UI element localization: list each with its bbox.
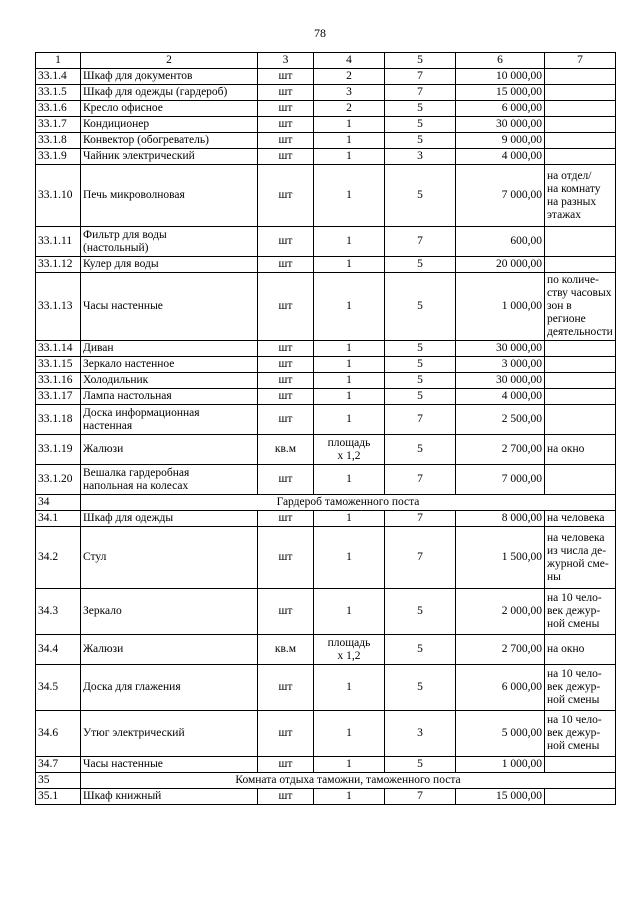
item-name: Доска информационная настенная: [81, 405, 258, 435]
item-number: 35.1: [36, 789, 81, 805]
item-note: [545, 257, 616, 273]
table-row: [36, 227, 616, 257]
item-quantity: 1: [314, 165, 385, 227]
item-unit: кв.м: [258, 435, 314, 465]
item-quantity: 2: [314, 101, 385, 117]
table-row: [36, 257, 616, 273]
item-unit: шт: [258, 101, 314, 117]
item-unit: кв.м: [258, 635, 314, 665]
item-price: 10 000,00: [456, 69, 545, 85]
item-number: 33.1.15: [36, 357, 81, 373]
item-price: 15 000,00: [456, 789, 545, 805]
column-header: 6: [456, 53, 545, 69]
item-note: на 10 чело- век дежур- ной смены: [545, 711, 616, 757]
item-name: Часы настенные: [81, 273, 258, 341]
item-quantity: 1: [314, 757, 385, 773]
table-row: [36, 589, 616, 635]
item-price: 9 000,00: [456, 133, 545, 149]
item-number: 33.1.14: [36, 341, 81, 357]
item-unit: шт: [258, 273, 314, 341]
page-number: 78: [314, 26, 326, 40]
item-quantity: 1: [314, 389, 385, 405]
item-unit: шт: [258, 227, 314, 257]
item-price: 2 000,00: [456, 589, 545, 635]
item-quantity: 1: [314, 227, 385, 257]
item-name: Фильтр для воды (настольный): [81, 227, 258, 257]
table-row: [36, 665, 616, 711]
item-quantity: 1: [314, 511, 385, 527]
item-price: 20 000,00: [456, 257, 545, 273]
column-header: 3: [258, 53, 314, 69]
item-price: 2 700,00: [456, 435, 545, 465]
item-name: Лампа настольная: [81, 389, 258, 405]
item-quantity: 1: [314, 373, 385, 389]
table-row: [36, 527, 616, 589]
item-name: Часы настенные: [81, 757, 258, 773]
item-number: 33.1.9: [36, 149, 81, 165]
item-service-life: 7: [385, 69, 456, 85]
item-service-life: 5: [385, 257, 456, 273]
item-name: Шкаф для одежды (гардероб): [81, 85, 258, 101]
item-number: 33.1.6: [36, 101, 81, 117]
item-note: [545, 757, 616, 773]
item-unit: шт: [258, 257, 314, 273]
item-note: на отдел/ на комнату на разных этажах: [545, 165, 616, 227]
item-service-life: 7: [385, 227, 456, 257]
item-note: [545, 101, 616, 117]
item-number: 33.1.5: [36, 85, 81, 101]
item-note: [545, 149, 616, 165]
item-name: Кулер для воды: [81, 257, 258, 273]
item-service-life: 5: [385, 373, 456, 389]
table-row: [36, 133, 616, 149]
equipment-norms-table: [35, 52, 616, 805]
item-quantity: площадь х 1,2: [314, 435, 385, 465]
column-header: 4: [314, 53, 385, 69]
item-price: 7 000,00: [456, 465, 545, 495]
item-service-life: 7: [385, 789, 456, 805]
item-unit: шт: [258, 85, 314, 101]
item-unit: шт: [258, 405, 314, 435]
item-unit: шт: [258, 149, 314, 165]
item-number: 33.1.13: [36, 273, 81, 341]
item-service-life: 5: [385, 117, 456, 133]
item-price: 6 000,00: [456, 101, 545, 117]
table-row: [36, 117, 616, 133]
item-service-life: 3: [385, 149, 456, 165]
item-number: 33.1.7: [36, 117, 81, 133]
item-unit: шт: [258, 757, 314, 773]
item-service-life: 5: [385, 389, 456, 405]
item-service-life: 5: [385, 165, 456, 227]
item-quantity: 1: [314, 341, 385, 357]
item-number: 33.1.11: [36, 227, 81, 257]
item-number: 34.5: [36, 665, 81, 711]
table-row: [36, 711, 616, 757]
item-unit: шт: [258, 389, 314, 405]
item-name: Печь микроволновая: [81, 165, 258, 227]
item-name: Кондиционер: [81, 117, 258, 133]
item-unit: шт: [258, 357, 314, 373]
item-service-life: 5: [385, 357, 456, 373]
item-service-life: 5: [385, 341, 456, 357]
item-quantity: 1: [314, 465, 385, 495]
item-note: на человека: [545, 511, 616, 527]
table-row: [36, 757, 616, 773]
item-quantity: 1: [314, 665, 385, 711]
item-quantity: 1: [314, 589, 385, 635]
item-price: 2 500,00: [456, 405, 545, 435]
table-row: [36, 101, 616, 117]
item-unit: шт: [258, 589, 314, 635]
item-service-life: 5: [385, 273, 456, 341]
item-note: на окно: [545, 635, 616, 665]
item-name: Зеркало: [81, 589, 258, 635]
item-note: [545, 373, 616, 389]
item-unit: шт: [258, 511, 314, 527]
item-note: [545, 789, 616, 805]
item-name: Конвектор (обогреватель): [81, 133, 258, 149]
item-price: 30 000,00: [456, 117, 545, 133]
item-name: Шкаф для одежды: [81, 511, 258, 527]
item-note: [545, 117, 616, 133]
item-unit: шт: [258, 665, 314, 711]
table-row: [36, 149, 616, 165]
item-service-life: 5: [385, 589, 456, 635]
item-price: 30 000,00: [456, 373, 545, 389]
item-price: 30 000,00: [456, 341, 545, 357]
item-note: на окно: [545, 435, 616, 465]
item-service-life: 5: [385, 665, 456, 711]
item-service-life: 7: [385, 465, 456, 495]
item-number: 34.3: [36, 589, 81, 635]
table-row: [36, 357, 616, 373]
item-quantity: 1: [314, 257, 385, 273]
item-name: Жалюзи: [81, 635, 258, 665]
item-note: [545, 69, 616, 85]
item-number: 34.7: [36, 757, 81, 773]
item-quantity: 1: [314, 527, 385, 589]
item-price: 4 000,00: [456, 389, 545, 405]
item-price: 1 000,00: [456, 273, 545, 341]
table-row: [36, 373, 616, 389]
item-name: Чайник электрический: [81, 149, 258, 165]
item-number: 33.1.8: [36, 133, 81, 149]
item-price: 15 000,00: [456, 85, 545, 101]
table-row: [36, 435, 616, 465]
item-number: 34.6: [36, 711, 81, 757]
item-name: Жалюзи: [81, 435, 258, 465]
table-row: [36, 273, 616, 341]
item-unit: шт: [258, 527, 314, 589]
section-row: [36, 773, 616, 789]
item-service-life: 3: [385, 711, 456, 757]
table-row: [36, 69, 616, 85]
item-price: 5 000,00: [456, 711, 545, 757]
item-unit: шт: [258, 69, 314, 85]
item-unit: шт: [258, 133, 314, 149]
item-name: Стул: [81, 527, 258, 589]
item-number: 33.1.19: [36, 435, 81, 465]
item-unit: шт: [258, 789, 314, 805]
section-title: Гардероб таможенного поста: [81, 495, 616, 511]
item-unit: шт: [258, 117, 314, 133]
item-number: 34.1: [36, 511, 81, 527]
item-service-life: 5: [385, 757, 456, 773]
item-service-life: 7: [385, 405, 456, 435]
section-number: 35: [36, 773, 81, 789]
item-service-life: 5: [385, 435, 456, 465]
item-number: 34.4: [36, 635, 81, 665]
table-row: [36, 465, 616, 495]
item-name: Шкаф книжный: [81, 789, 258, 805]
item-quantity: площадь х 1,2: [314, 635, 385, 665]
item-note: на 10 чело- век дежур- ной смены: [545, 589, 616, 635]
table-row: [36, 165, 616, 227]
item-note: [545, 465, 616, 495]
item-note: [545, 357, 616, 373]
item-number: 33.1.4: [36, 69, 81, 85]
item-quantity: 1: [314, 117, 385, 133]
item-note: [545, 405, 616, 435]
item-quantity: 1: [314, 711, 385, 757]
item-name: Холодильник: [81, 373, 258, 389]
item-quantity: 3: [314, 85, 385, 101]
item-name: Вешалка гардеробная напольная на колесах: [81, 465, 258, 495]
item-unit: шт: [258, 341, 314, 357]
item-quantity: 1: [314, 149, 385, 165]
item-service-life: 7: [385, 527, 456, 589]
table-row: [36, 511, 616, 527]
item-price: 7 000,00: [456, 165, 545, 227]
column-header: 5: [385, 53, 456, 69]
item-note: на человека из числа де- журной сме- ны: [545, 527, 616, 589]
item-service-life: 7: [385, 511, 456, 527]
item-name: Шкаф для документов: [81, 69, 258, 85]
item-quantity: 1: [314, 789, 385, 805]
section-title: Комната отдыха таможни, таможенного поста: [81, 773, 616, 789]
table-row: [36, 405, 616, 435]
item-number: 33.1.16: [36, 373, 81, 389]
item-price: 3 000,00: [456, 357, 545, 373]
item-price: 2 700,00: [456, 635, 545, 665]
item-unit: шт: [258, 373, 314, 389]
table-row: [36, 85, 616, 101]
section-number: 34: [36, 495, 81, 511]
item-quantity: 1: [314, 357, 385, 373]
item-price: 4 000,00: [456, 149, 545, 165]
item-price: 8 000,00: [456, 511, 545, 527]
item-quantity: 2: [314, 69, 385, 85]
column-header: 2: [81, 53, 258, 69]
item-note: [545, 389, 616, 405]
item-number: 33.1.12: [36, 257, 81, 273]
column-number-row: [36, 53, 616, 69]
item-number: 33.1.18: [36, 405, 81, 435]
item-name: Диван: [81, 341, 258, 357]
item-price: 6 000,00: [456, 665, 545, 711]
item-unit: шт: [258, 465, 314, 495]
table-row: [36, 389, 616, 405]
column-header: 7: [545, 53, 616, 69]
item-service-life: 7: [385, 85, 456, 101]
item-price: 600,00: [456, 227, 545, 257]
item-name: Кресло офисное: [81, 101, 258, 117]
item-price: 1 500,00: [456, 527, 545, 589]
item-number: 34.2: [36, 527, 81, 589]
item-note: [545, 341, 616, 357]
item-name: Доска для глажения: [81, 665, 258, 711]
table-row: [36, 341, 616, 357]
item-name: Утюг электрический: [81, 711, 258, 757]
item-note: по количе- ству часовых зон в регионе деятельности: [545, 273, 616, 341]
table-row: [36, 789, 616, 805]
item-number: 33.1.20: [36, 465, 81, 495]
section-row: [36, 495, 616, 511]
item-name: Зеркало настенное: [81, 357, 258, 373]
item-quantity: 1: [314, 273, 385, 341]
table-row: [36, 635, 616, 665]
item-unit: шт: [258, 165, 314, 227]
item-service-life: 5: [385, 133, 456, 149]
item-number: 33.1.10: [36, 165, 81, 227]
item-service-life: 5: [385, 101, 456, 117]
item-service-life: 5: [385, 635, 456, 665]
item-price: 1 000,00: [456, 757, 545, 773]
item-note: [545, 227, 616, 257]
column-header: 1: [36, 53, 81, 69]
item-quantity: 1: [314, 133, 385, 149]
item-quantity: 1: [314, 405, 385, 435]
item-number: 33.1.17: [36, 389, 81, 405]
item-note: [545, 85, 616, 101]
item-note: [545, 133, 616, 149]
item-note: на 10 чело- век дежур- ной смены: [545, 665, 616, 711]
item-unit: шт: [258, 711, 314, 757]
